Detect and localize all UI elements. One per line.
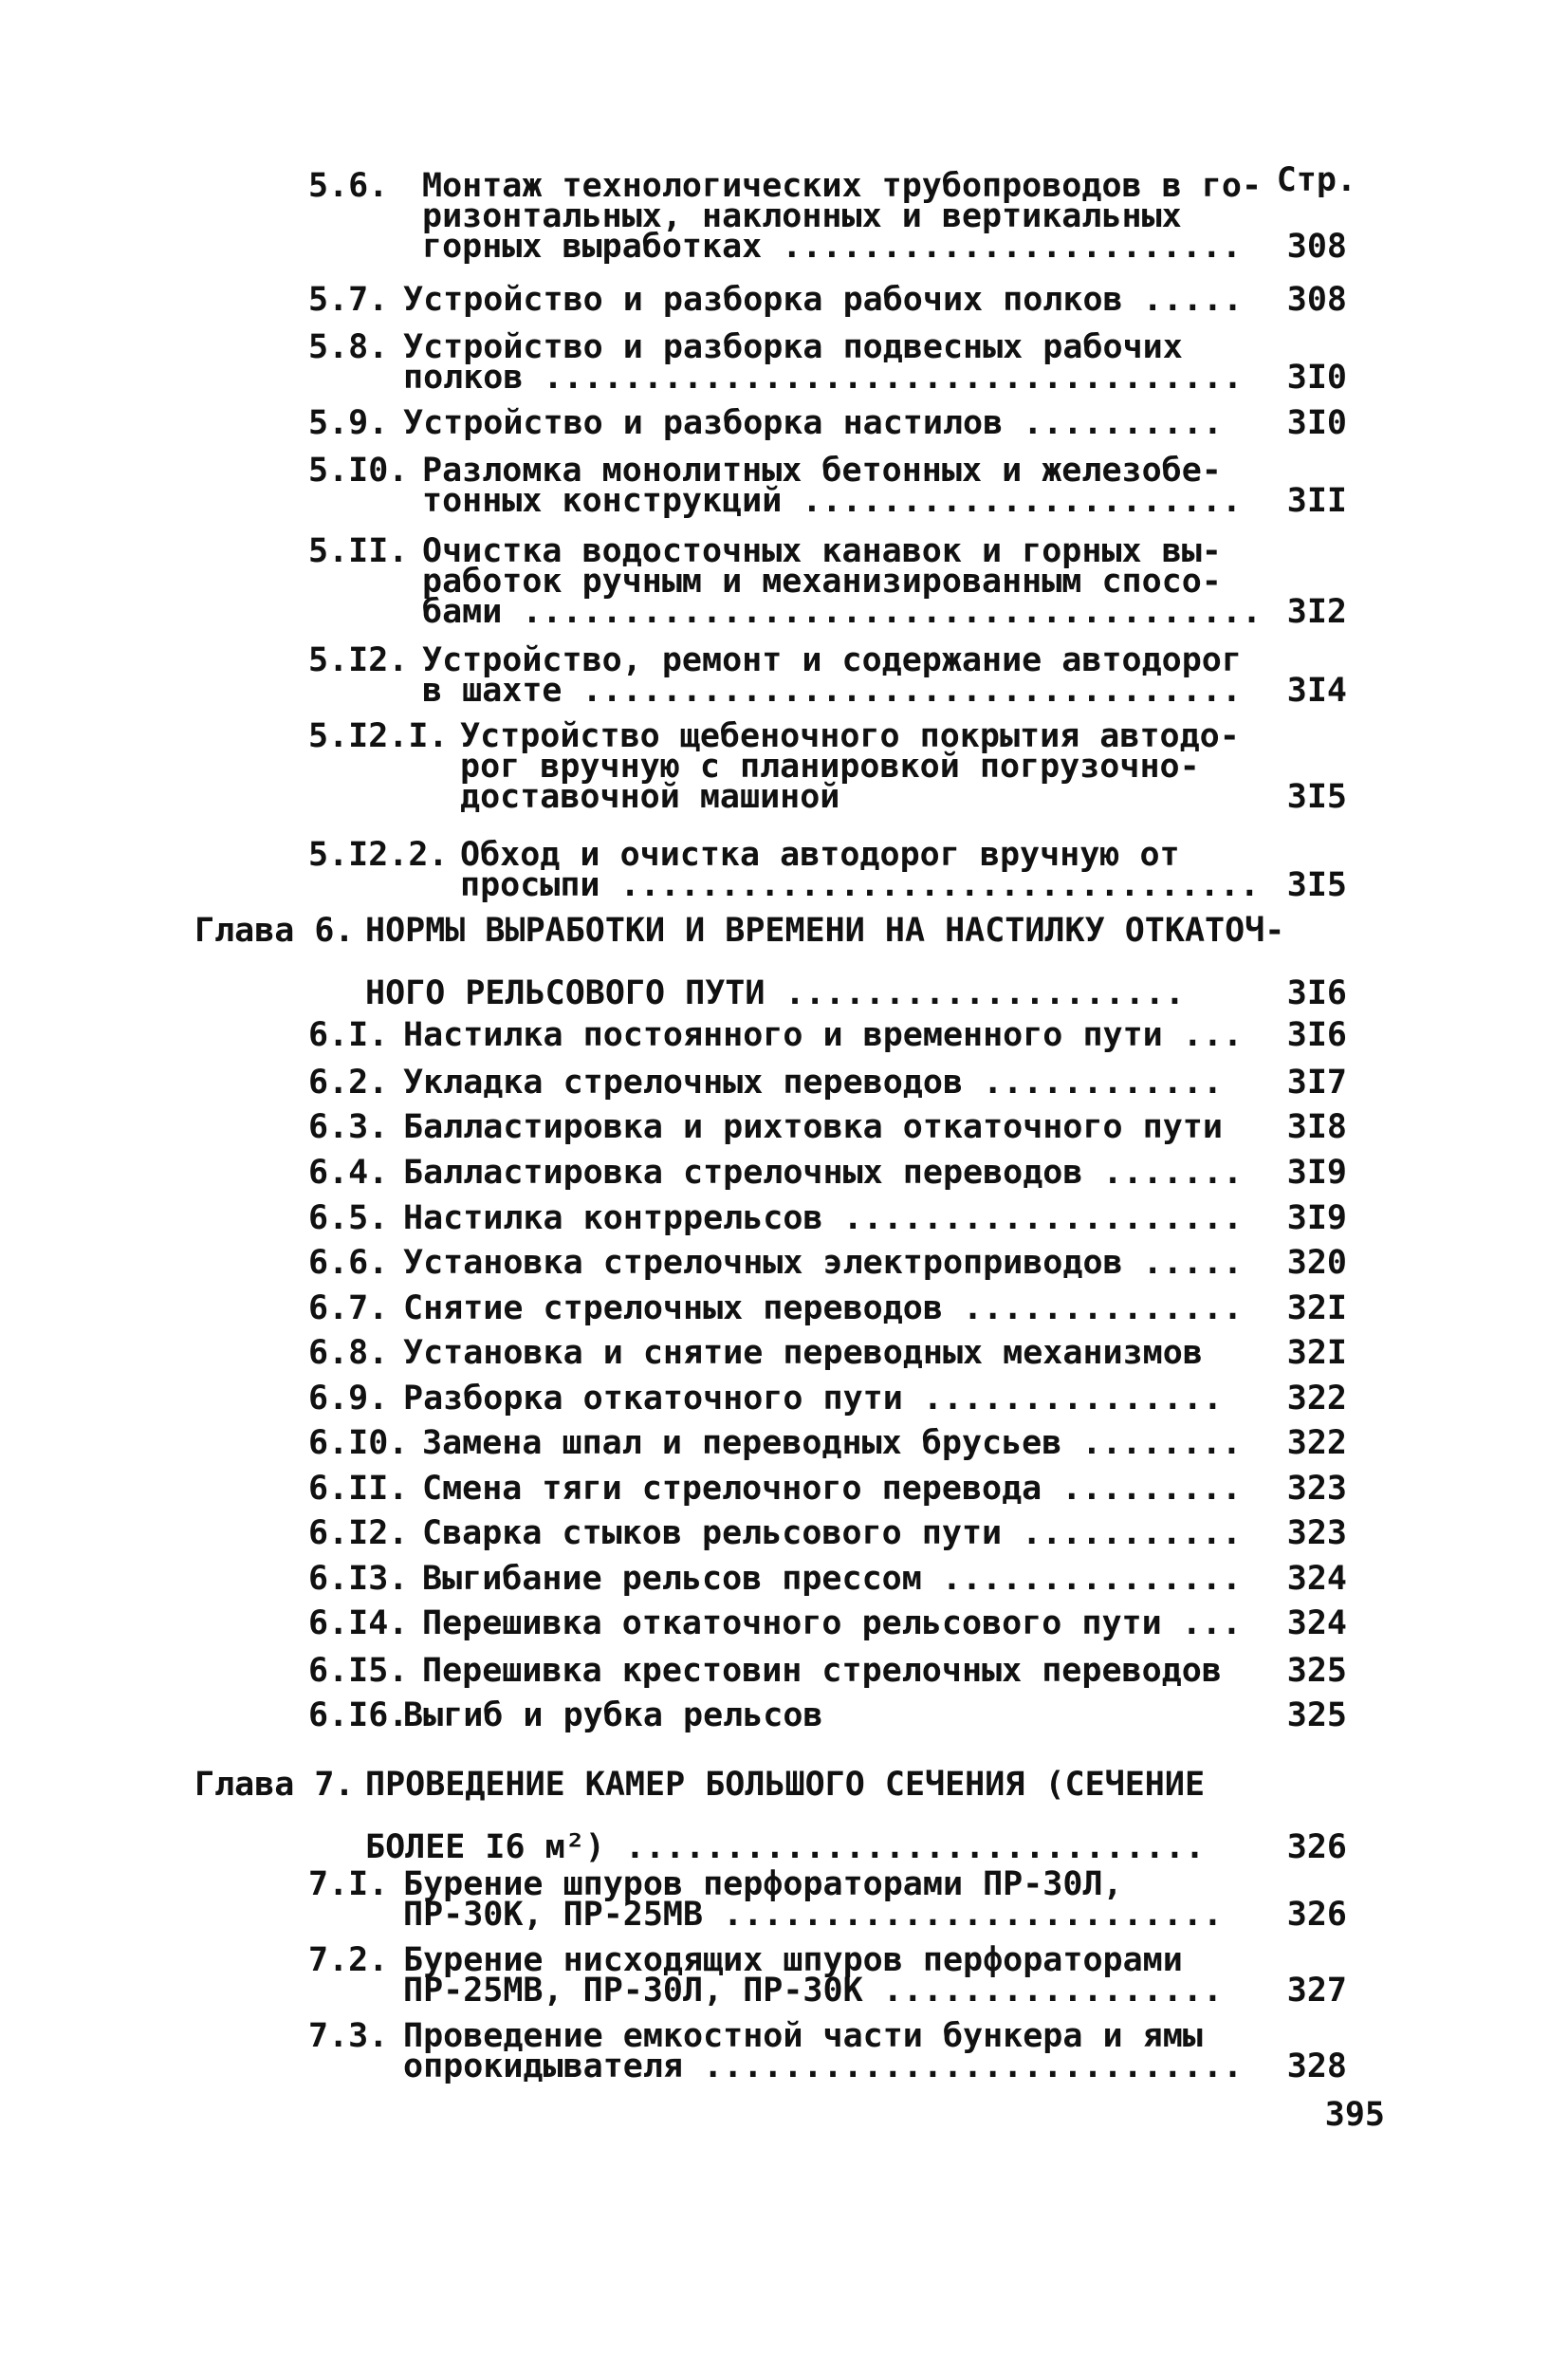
toc-entry-page: 322: [1286, 1424, 1347, 1462]
toc-entry-page: 323: [1286, 1514, 1347, 1552]
toc-entry-title-line: БОЛЕЕ I6 м²) .............................: [365, 1828, 1206, 1866]
toc-entry-page: 3I9: [1286, 1154, 1347, 1192]
toc-entry-title-line: ПР-25МВ, ПР-30Л, ПР-30К .................: [403, 1972, 1223, 2010]
toc-entry-number: 6.2.: [308, 1064, 389, 1102]
toc-entry-number: 5.7.: [308, 281, 389, 319]
toc-entry-title-line: бами .....................................: [422, 593, 1263, 631]
toc-entry-title-line: Устройство щебеночного покрытия автодо-: [460, 717, 1240, 755]
toc-entry-title-line: Настилка контррельсов ....................: [403, 1199, 1244, 1237]
toc-entry-title-line: Замена шпал и переводных брусьев ........: [422, 1424, 1242, 1462]
toc-entry-page: 323: [1286, 1470, 1347, 1508]
toc-entry-page: 3I8: [1286, 1108, 1347, 1146]
toc-entry-page: 326: [1286, 1896, 1347, 1934]
toc-entry-page: 3I0: [1286, 404, 1347, 442]
toc-entry-title-line: Снятие стрелочных переводов ..............: [403, 1289, 1244, 1327]
toc-entry-title-line: рог вручную с планировкой погрузочно-: [460, 748, 1200, 786]
toc-entry-number: 5.I2.2.: [308, 836, 449, 874]
toc-entry-number: 6.I3.: [308, 1560, 409, 1598]
toc-entry-title-line: Устройство и разборка настилов ..........: [403, 404, 1223, 442]
toc-entry-page: 3I6: [1286, 974, 1347, 1012]
toc-entry-number: 6.5.: [308, 1199, 389, 1237]
toc-entry-title-line: Очистка водосточных канавок и горных вы-: [422, 532, 1222, 570]
toc-entry-title-line: ризонтальных, наклонных и вертикальных: [422, 197, 1182, 235]
toc-entry-title-line: ПР-30К, ПР-25МВ .........................: [403, 1896, 1223, 1934]
toc-entry-title-line: Проведение емкостной части бункера и ямы: [403, 2017, 1203, 2055]
toc-entry-number: 6.9.: [308, 1380, 389, 1417]
toc-entry-number: 5.I0.: [308, 452, 409, 490]
toc-entry-number: 6.6.: [308, 1244, 389, 1282]
toc-entry-page: 3I7: [1286, 1064, 1347, 1102]
toc-entry-page: 308: [1286, 228, 1347, 266]
toc-entry-number: 6.I.: [308, 1016, 389, 1054]
toc-entry-page: 325: [1286, 1696, 1347, 1734]
toc-entry-number: 5.I2.I.: [308, 717, 449, 755]
toc-entry-number: 7.I.: [308, 1865, 389, 1903]
toc-entry-page: 322: [1286, 1380, 1347, 1417]
toc-entry-title-line: Балластировка и рихтовка откаточного пути: [403, 1108, 1223, 1146]
toc-entry-number: 5.II.: [308, 532, 409, 570]
toc-entry-page: 327: [1286, 1972, 1347, 2010]
toc-entry-title-line: просыпи ................................: [460, 866, 1260, 904]
toc-entry-number: 5.8.: [308, 328, 389, 366]
toc-entry-title-line: тонных конструкций ......................: [422, 482, 1242, 520]
toc-entry-page: 328: [1286, 2047, 1347, 2085]
toc-entry-number: 6.I2.: [308, 1514, 409, 1552]
toc-entry-number: 7.3.: [308, 2017, 389, 2055]
toc-entry-title-line: опрокидывателя ...........................: [403, 2047, 1244, 2085]
toc-entry-page: 3I5: [1286, 778, 1347, 816]
toc-entry-title-line: Устройство, ремонт и содержание автодорог: [422, 641, 1242, 679]
toc-entry-number: 5.6.: [308, 167, 389, 205]
toc-entry-title-line: Выгибание рельсов прессом ...............: [422, 1560, 1242, 1598]
toc-entry-page: 308: [1286, 281, 1347, 319]
toc-entry-page: 326: [1286, 1828, 1347, 1866]
toc-entry-page: 3I5: [1286, 866, 1347, 904]
toc-entry-title-line: Бурение нисходящих шпуров перфораторами: [403, 1941, 1183, 1979]
toc-entry-title-line: Разломка монолитных бетонных и железобе-: [422, 452, 1222, 490]
toc-entry-number: 6.I4.: [308, 1604, 409, 1642]
toc-entry-title-line: Разборка откаточного пути ...............: [403, 1380, 1223, 1417]
toc-entry-number: 6.8.: [308, 1334, 389, 1372]
toc-entry-title-line: Укладка стрелочных переводов ............: [403, 1064, 1223, 1102]
toc-entry-title-line: горных выработках .......................: [422, 228, 1242, 266]
toc-entry-page: 320: [1286, 1244, 1347, 1282]
toc-entry-page: 3II: [1286, 482, 1347, 520]
toc-entry-page: 3I0: [1286, 359, 1347, 397]
toc-entry-title-line: Перешивка откаточного рельсового пути ...: [422, 1604, 1242, 1642]
toc-entry-number: Глава 7.: [194, 1766, 355, 1804]
toc-entry-page: 3I6: [1286, 1016, 1347, 1054]
toc-entry-number: 5.9.: [308, 404, 389, 442]
toc-entry-title-line: Устройство и разборка подвесных рабочих: [403, 328, 1183, 366]
toc-entry-title-line: Выгиб и рубка рельсов: [403, 1696, 823, 1734]
toc-entry-number: 6.I0.: [308, 1424, 409, 1462]
toc-entry-title-line: Установка и снятие переводных механизмов: [403, 1334, 1203, 1372]
toc-entry-number: Глава 6.: [194, 912, 355, 950]
toc-entry-title-line: Бурение шпуров перфораторами ПР-30Л,: [403, 1865, 1123, 1903]
toc-entry-title-line: Настилка постоянного и временного пути ...: [403, 1016, 1244, 1054]
toc-entry-number: 6.7.: [308, 1289, 389, 1327]
toc-entry-number: 6.II.: [308, 1470, 409, 1508]
toc-entry-number: 7.2.: [308, 1941, 389, 1979]
page-number: 395: [1324, 2096, 1385, 2134]
toc-entry-title-line: полков ...................................: [403, 359, 1244, 397]
toc-entry-title-line: НОГО РЕЛЬСОВОГО ПУТИ ....................: [365, 974, 1185, 1012]
toc-entry-number: 6.3.: [308, 1108, 389, 1146]
toc-entry-page: 3I9: [1286, 1199, 1347, 1237]
toc-entry-number: 6.I5.: [308, 1652, 409, 1690]
toc-entry-page: 32I: [1286, 1289, 1347, 1327]
toc-entry-number: 6.4.: [308, 1154, 389, 1192]
toc-entry-page: 32I: [1286, 1334, 1347, 1372]
toc-entry-number: 6.I6.: [308, 1696, 409, 1734]
toc-entry-page: 3I4: [1286, 672, 1347, 710]
toc-entry-title-line: работок ручным и механизированным спосо-: [422, 563, 1222, 601]
toc-entry-title-line: доставочной машиной: [460, 778, 840, 816]
toc-entry-title-line: Смена тяги стрелочного перевода .........: [422, 1470, 1242, 1508]
page-column-header: Стр.: [1276, 161, 1356, 199]
toc-entry-title-line: в шахте .................................: [422, 672, 1242, 710]
toc-entry-title-line: Устройство и разборка рабочих полков .....: [403, 281, 1244, 319]
toc-entry-title-line: НОРМЫ ВЫРАБОТКИ И ВРЕМЕНИ НА НАСТИЛКУ ОТКАТОЧ-: [365, 912, 1285, 950]
toc-entry-title-line: Обход и очистка автодорог вручную от: [460, 836, 1180, 874]
toc-entry-title-line: Сварка стыков рельсового пути ...........: [422, 1514, 1242, 1552]
toc-entry-title-line: ПРОВЕДЕНИЕ КАМЕР БОЛЬШОГО СЕЧЕНИЯ (СЕЧЕНИЕ: [365, 1766, 1206, 1804]
toc-entry-page: 3I2: [1286, 593, 1347, 631]
toc-entry-page: 325: [1286, 1652, 1347, 1690]
toc-entry-title-line: Монтаж технологических трубопроводов в го-: [422, 167, 1263, 205]
toc-entry-title-line: Балластировка стрелочных переводов .......: [403, 1154, 1244, 1192]
toc-entry-number: 5.I2.: [308, 641, 409, 679]
toc-entry-page: 324: [1286, 1604, 1347, 1642]
toc-entry-page: 324: [1286, 1560, 1347, 1598]
toc-entry-title-line: Установка стрелочных электроприводов .....: [403, 1244, 1244, 1282]
toc-entry-title-line: Перешивка крестовин стрелочных переводов: [422, 1652, 1222, 1690]
